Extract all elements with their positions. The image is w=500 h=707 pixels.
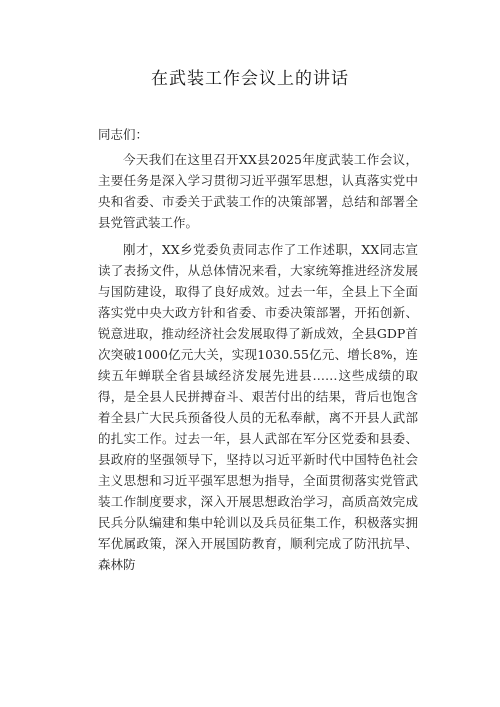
paragraph-2: 刚才，XX乡党委负责同志作了工作述职，XX同志宣读了表扬文件，从总体情况来看，大家统筹推进经济发展与国防建设，取得了良好成效。过去一年，全县上下全面落实党中央大政方针和省委、市委决策部署，开拓创新、锐意进取，推动经济社会发展取得了新成效，全县GDP首次突破1000亿元大关，实现1030.55亿元、增长8%，连续五年蝉联全省县域经济发展先进县……这些成绩的取得，是全县人民拼搏奋斗、艰苦付出的结果，背后也饱含着全县广大民兵预备役人员的无私奉献，离不开县人武部的扎实工作。过去一年，县人武部在军分区党委和县委、县政府的坚强领导下，坚持以习近平新时代中国特色社会主义思想和习近平强军思想为指导，全面贯彻落实党管武装工作制度要求，深入开展思想政治学习，高质高效完成民兵分队编建和集中轮训以及兵员征集工作，积极落实拥军优属政策，深入开展国防教育，顺利完成了防汛抗旱、森林防: [98, 242, 418, 572]
salutation: 同志们：: [98, 127, 149, 142]
document-title: 在武装工作会议上的讲话: [151, 69, 349, 89]
paragraph-1: 今天我们在这里召开XX县2025年度武装工作会议，主要任务是深入学习贯彻习近平强军思想，认真落实党中央和省委、市委关于武装工作的决策部署，总结和部署全县党管武装工作。: [98, 152, 418, 230]
document-body: [98, 124, 418, 581]
